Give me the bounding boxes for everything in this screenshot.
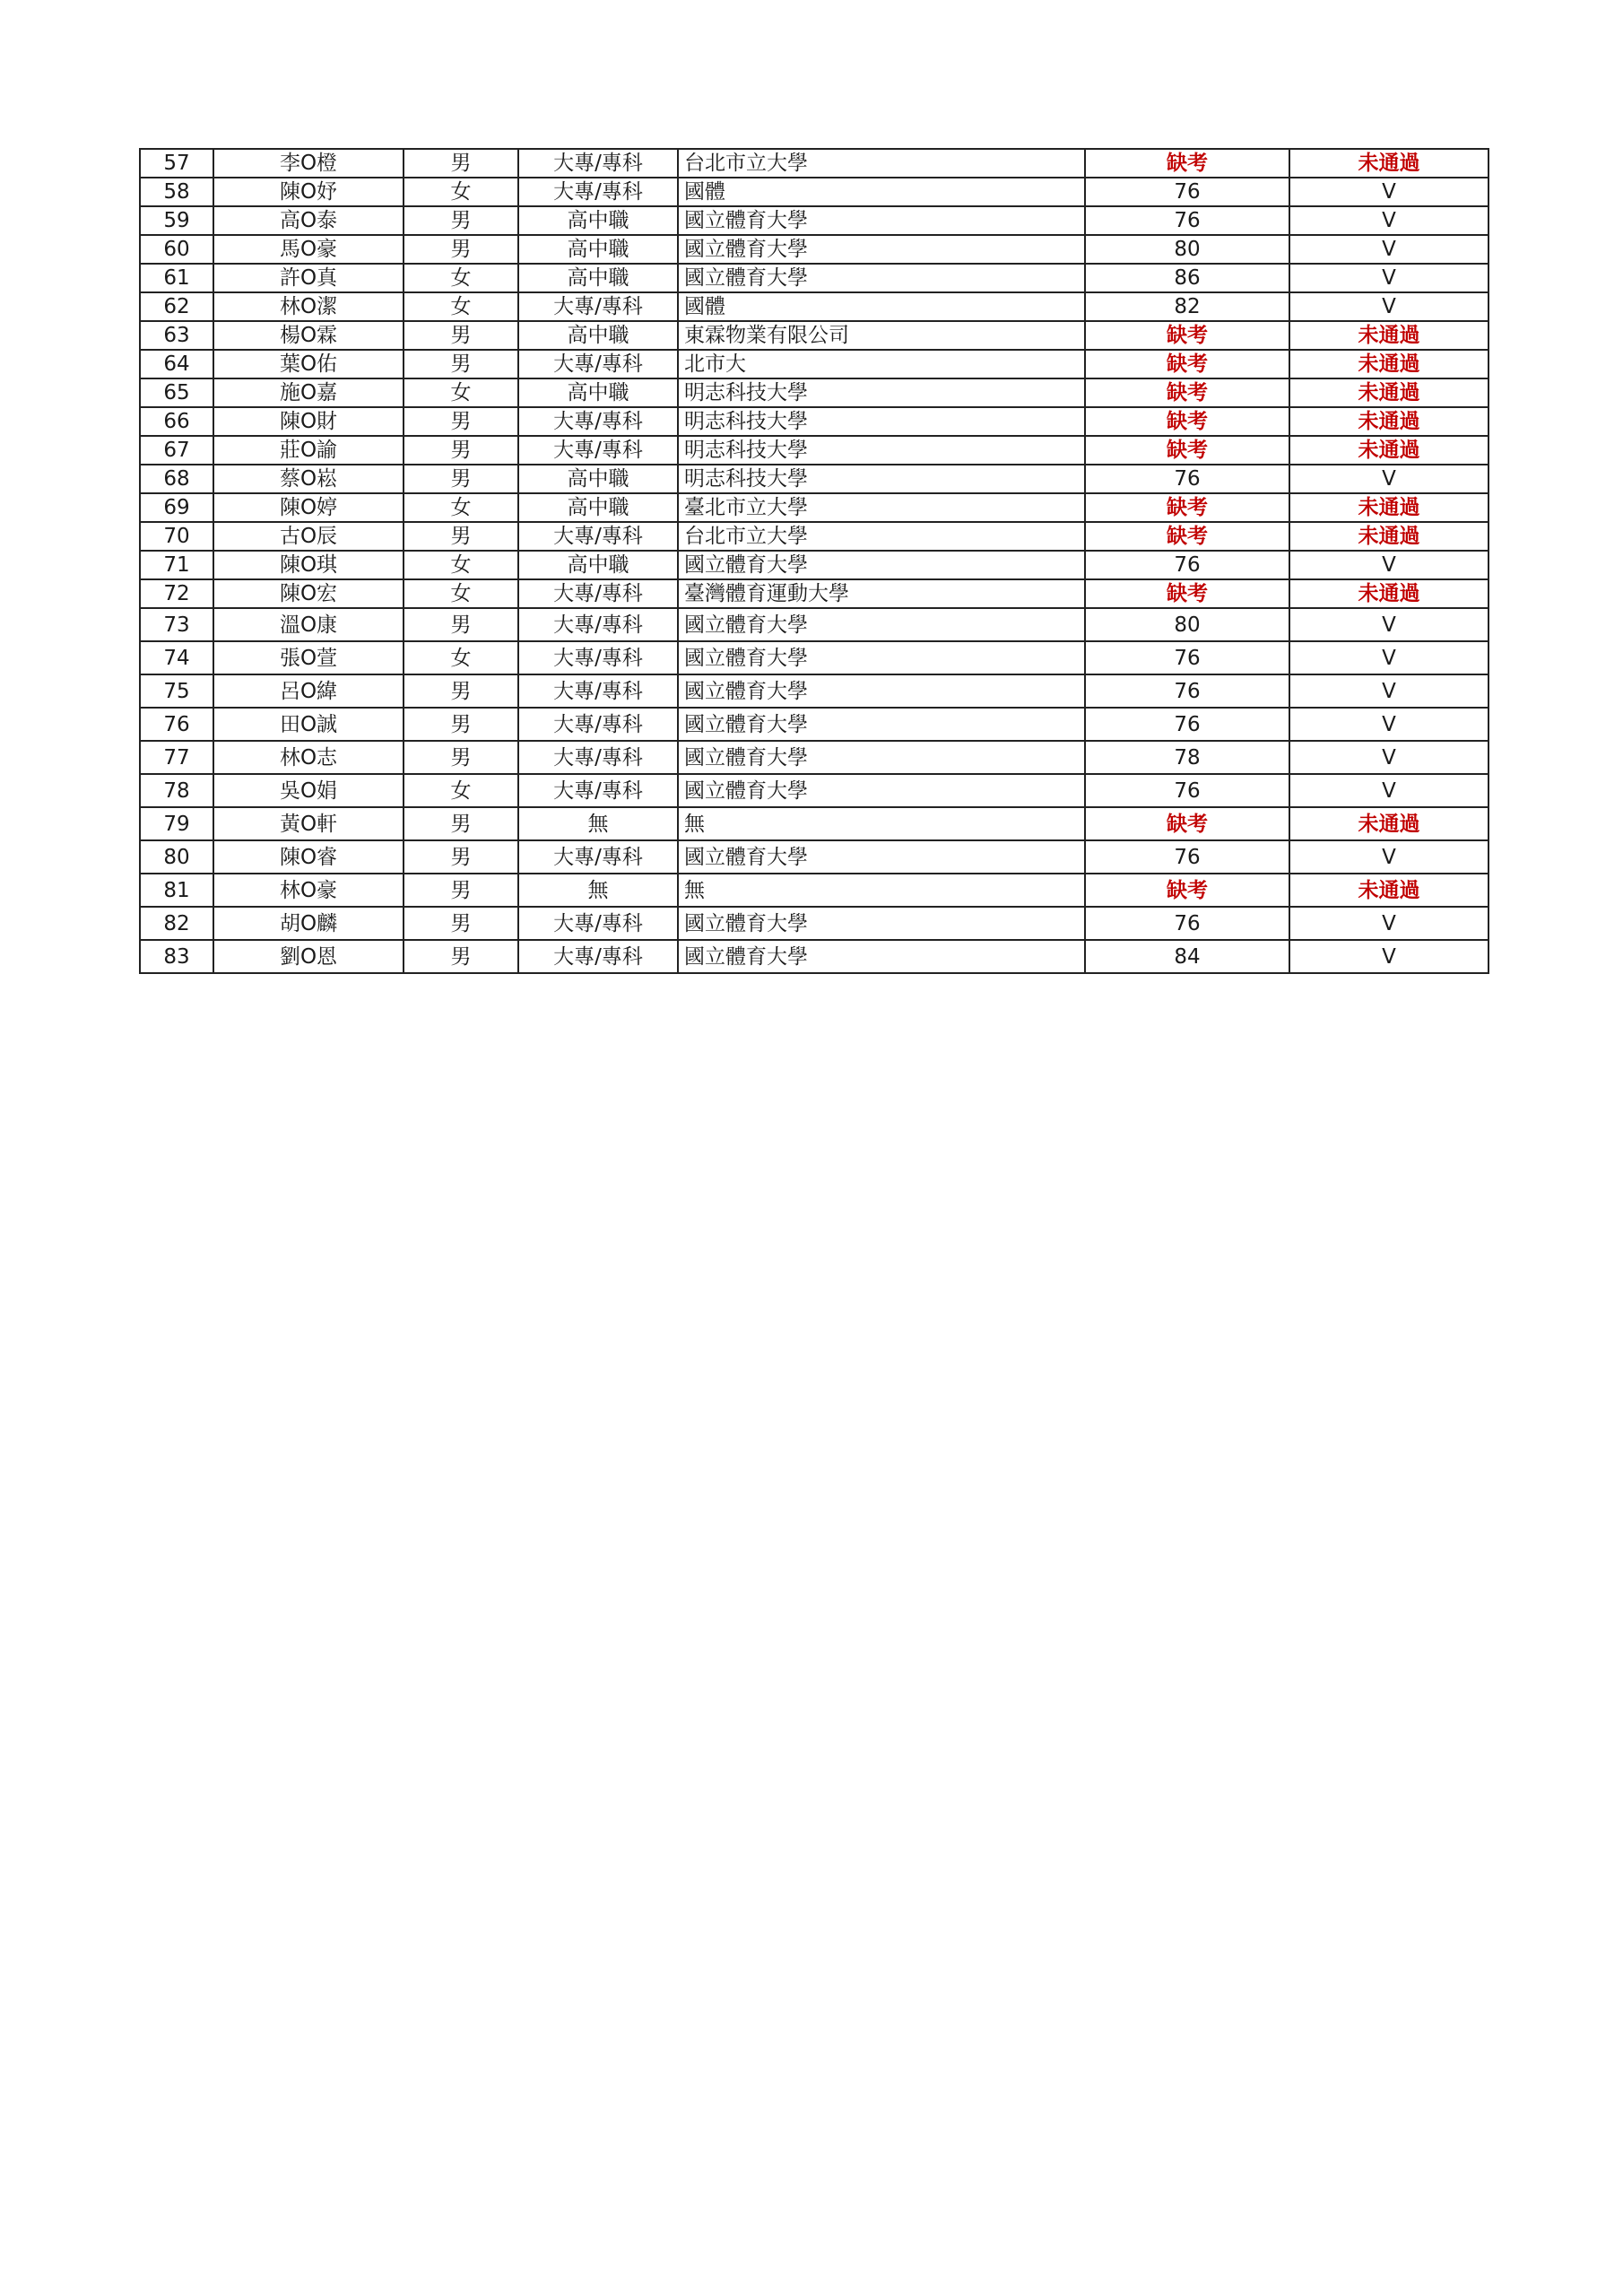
result-cell: V — [1289, 264, 1488, 292]
score-cell: 缺考 — [1085, 522, 1289, 551]
table-row — [140, 874, 1488, 907]
score-cell: 76 — [1085, 907, 1289, 940]
name-cell: 胡O麟 — [213, 907, 404, 940]
organization-cell: 國立體育大學 — [678, 551, 1085, 579]
gender-cell: 男 — [404, 149, 518, 178]
name-cell: 林O豪 — [213, 874, 404, 907]
table-row — [140, 264, 1488, 292]
organization-cell: 國立體育大學 — [678, 235, 1085, 264]
organization-cell: 台北市立大學 — [678, 522, 1085, 551]
score-cell: 缺考 — [1085, 350, 1289, 378]
organization-cell: 明志科技大學 — [678, 378, 1085, 407]
name-cell: 林O志 — [213, 741, 404, 774]
result-cell: V — [1289, 235, 1488, 264]
result-cell: 未通過 — [1289, 874, 1488, 907]
name-cell: 呂O緯 — [213, 674, 404, 708]
result-cell: V — [1289, 674, 1488, 708]
row-number-cell: 63 — [140, 321, 213, 350]
result-cell: 未通過 — [1289, 350, 1488, 378]
gender-cell: 男 — [404, 321, 518, 350]
table-row — [140, 206, 1488, 235]
table-row — [140, 774, 1488, 807]
result-cell: V — [1289, 741, 1488, 774]
table-row — [140, 940, 1488, 973]
name-cell: 葉O佑 — [213, 350, 404, 378]
row-number-cell: 62 — [140, 292, 213, 321]
gender-cell: 男 — [404, 206, 518, 235]
name-cell: 莊O諭 — [213, 436, 404, 465]
gender-cell: 男 — [404, 907, 518, 940]
name-cell: 施O嘉 — [213, 378, 404, 407]
score-cell: 82 — [1085, 292, 1289, 321]
education-cell: 大專/專科 — [518, 350, 678, 378]
row-number-cell: 80 — [140, 840, 213, 874]
gender-cell: 女 — [404, 178, 518, 206]
education-cell: 高中職 — [518, 378, 678, 407]
table-row — [140, 741, 1488, 774]
result-cell: V — [1289, 840, 1488, 874]
organization-cell: 北市大 — [678, 350, 1085, 378]
education-cell: 高中職 — [518, 465, 678, 493]
education-cell: 無 — [518, 874, 678, 907]
score-cell: 76 — [1085, 708, 1289, 741]
name-cell: 林O潔 — [213, 292, 404, 321]
organization-cell: 無 — [678, 874, 1085, 907]
organization-cell: 國立體育大學 — [678, 840, 1085, 874]
gender-cell: 男 — [404, 522, 518, 551]
gender-cell: 女 — [404, 264, 518, 292]
education-cell: 高中職 — [518, 493, 678, 522]
result-cell: 未通過 — [1289, 149, 1488, 178]
row-number-cell: 57 — [140, 149, 213, 178]
row-number-cell: 79 — [140, 807, 213, 840]
gender-cell: 男 — [404, 807, 518, 840]
education-cell: 高中職 — [518, 235, 678, 264]
education-cell: 大專/專科 — [518, 436, 678, 465]
education-cell: 大專/專科 — [518, 674, 678, 708]
gender-cell: 男 — [404, 940, 518, 973]
name-cell: 陳O財 — [213, 407, 404, 436]
score-cell: 缺考 — [1085, 149, 1289, 178]
organization-cell: 國立體育大學 — [678, 641, 1085, 674]
name-cell: 古O辰 — [213, 522, 404, 551]
education-cell: 大專/專科 — [518, 907, 678, 940]
education-cell: 大專/專科 — [518, 608, 678, 641]
row-number-cell: 67 — [140, 436, 213, 465]
education-cell: 大專/專科 — [518, 840, 678, 874]
organization-cell: 明志科技大學 — [678, 465, 1085, 493]
result-cell: V — [1289, 551, 1488, 579]
table-row — [140, 493, 1488, 522]
table-row — [140, 407, 1488, 436]
organization-cell: 國體 — [678, 178, 1085, 206]
table-row — [140, 840, 1488, 874]
score-cell: 80 — [1085, 235, 1289, 264]
result-cell: 未通過 — [1289, 807, 1488, 840]
organization-cell: 明志科技大學 — [678, 407, 1085, 436]
name-cell: 陳O宏 — [213, 579, 404, 608]
education-cell: 無 — [518, 807, 678, 840]
result-cell: 未通過 — [1289, 436, 1488, 465]
result-cell: V — [1289, 608, 1488, 641]
education-cell: 大專/專科 — [518, 407, 678, 436]
gender-cell: 男 — [404, 235, 518, 264]
organization-cell: 臺北市立大學 — [678, 493, 1085, 522]
table-row — [140, 807, 1488, 840]
roster-table — [139, 148, 1489, 974]
row-number-cell: 78 — [140, 774, 213, 807]
education-cell: 大專/專科 — [518, 178, 678, 206]
score-cell: 80 — [1085, 608, 1289, 641]
education-cell: 大專/專科 — [518, 774, 678, 807]
education-cell: 大專/專科 — [518, 741, 678, 774]
name-cell: 李O橙 — [213, 149, 404, 178]
result-cell: 未通過 — [1289, 522, 1488, 551]
organization-cell: 國立體育大學 — [678, 264, 1085, 292]
row-number-cell: 82 — [140, 907, 213, 940]
table-row — [140, 522, 1488, 551]
result-cell: V — [1289, 708, 1488, 741]
row-number-cell: 61 — [140, 264, 213, 292]
gender-cell: 男 — [404, 708, 518, 741]
score-cell: 76 — [1085, 206, 1289, 235]
name-cell: 馬O豪 — [213, 235, 404, 264]
row-number-cell: 72 — [140, 579, 213, 608]
gender-cell: 男 — [404, 674, 518, 708]
gender-cell: 男 — [404, 436, 518, 465]
row-number-cell: 60 — [140, 235, 213, 264]
gender-cell: 男 — [404, 350, 518, 378]
row-number-cell: 77 — [140, 741, 213, 774]
row-number-cell: 65 — [140, 378, 213, 407]
result-cell: 未通過 — [1289, 407, 1488, 436]
row-number-cell: 81 — [140, 874, 213, 907]
name-cell: 吳O娟 — [213, 774, 404, 807]
gender-cell: 女 — [404, 292, 518, 321]
name-cell: 蔡O崧 — [213, 465, 404, 493]
organization-cell: 臺灣體育運動大學 — [678, 579, 1085, 608]
score-cell: 76 — [1085, 465, 1289, 493]
name-cell: 劉O恩 — [213, 940, 404, 973]
row-number-cell: 64 — [140, 350, 213, 378]
score-cell: 76 — [1085, 551, 1289, 579]
education-cell: 大專/專科 — [518, 292, 678, 321]
row-number-cell: 74 — [140, 641, 213, 674]
result-cell: 未通過 — [1289, 493, 1488, 522]
name-cell: 許O真 — [213, 264, 404, 292]
gender-cell: 女 — [404, 579, 518, 608]
organization-cell: 台北市立大學 — [678, 149, 1085, 178]
row-number-cell: 68 — [140, 465, 213, 493]
score-cell: 76 — [1085, 840, 1289, 874]
education-cell: 高中職 — [518, 206, 678, 235]
organization-cell: 國立體育大學 — [678, 774, 1085, 807]
education-cell: 大專/專科 — [518, 522, 678, 551]
table-row — [140, 178, 1488, 206]
table-row — [140, 641, 1488, 674]
table-row — [140, 378, 1488, 407]
row-number-cell: 76 — [140, 708, 213, 741]
roster-body — [140, 149, 1488, 973]
organization-cell: 國立體育大學 — [678, 608, 1085, 641]
score-cell: 76 — [1085, 641, 1289, 674]
score-cell: 86 — [1085, 264, 1289, 292]
row-number-cell: 66 — [140, 407, 213, 436]
row-number-cell: 83 — [140, 940, 213, 973]
score-cell: 缺考 — [1085, 321, 1289, 350]
table-row — [140, 708, 1488, 741]
result-cell: V — [1289, 774, 1488, 807]
education-cell: 高中職 — [518, 264, 678, 292]
table-row — [140, 551, 1488, 579]
score-cell: 缺考 — [1085, 436, 1289, 465]
gender-cell: 男 — [404, 874, 518, 907]
gender-cell: 女 — [404, 493, 518, 522]
education-cell: 大專/專科 — [518, 149, 678, 178]
row-number-cell: 70 — [140, 522, 213, 551]
gender-cell: 女 — [404, 641, 518, 674]
result-cell: V — [1289, 465, 1488, 493]
organization-cell: 國立體育大學 — [678, 674, 1085, 708]
gender-cell: 男 — [404, 608, 518, 641]
score-cell: 84 — [1085, 940, 1289, 973]
name-cell: 陳O睿 — [213, 840, 404, 874]
result-cell: 未通過 — [1289, 321, 1488, 350]
gender-cell: 男 — [404, 741, 518, 774]
education-cell: 高中職 — [518, 321, 678, 350]
name-cell: 張O萱 — [213, 641, 404, 674]
score-cell: 缺考 — [1085, 874, 1289, 907]
result-cell: V — [1289, 292, 1488, 321]
organization-cell: 國立體育大學 — [678, 206, 1085, 235]
table-row — [140, 149, 1488, 178]
score-cell: 缺考 — [1085, 407, 1289, 436]
education-cell: 大專/專科 — [518, 708, 678, 741]
score-cell: 缺考 — [1085, 493, 1289, 522]
score-cell: 76 — [1085, 178, 1289, 206]
gender-cell: 女 — [404, 378, 518, 407]
gender-cell: 女 — [404, 774, 518, 807]
education-cell: 大專/專科 — [518, 940, 678, 973]
result-cell: V — [1289, 206, 1488, 235]
table-row — [140, 321, 1488, 350]
row-number-cell: 71 — [140, 551, 213, 579]
row-number-cell: 59 — [140, 206, 213, 235]
table-row — [140, 465, 1488, 493]
result-cell: V — [1289, 641, 1488, 674]
organization-cell: 國立體育大學 — [678, 708, 1085, 741]
organization-cell: 國立體育大學 — [678, 940, 1085, 973]
row-number-cell: 73 — [140, 608, 213, 641]
name-cell: 陳O琪 — [213, 551, 404, 579]
organization-cell: 無 — [678, 807, 1085, 840]
table-row — [140, 579, 1488, 608]
score-cell: 76 — [1085, 674, 1289, 708]
organization-cell: 國體 — [678, 292, 1085, 321]
table-row — [140, 235, 1488, 264]
education-cell: 大專/專科 — [518, 579, 678, 608]
organization-cell: 國立體育大學 — [678, 741, 1085, 774]
result-cell: V — [1289, 178, 1488, 206]
table-row — [140, 907, 1488, 940]
table-row — [140, 350, 1488, 378]
gender-cell: 男 — [404, 407, 518, 436]
score-cell: 缺考 — [1085, 579, 1289, 608]
name-cell: 黃O軒 — [213, 807, 404, 840]
name-cell: 田O誠 — [213, 708, 404, 741]
name-cell: 陳O妤 — [213, 178, 404, 206]
row-number-cell: 58 — [140, 178, 213, 206]
organization-cell: 明志科技大學 — [678, 436, 1085, 465]
education-cell: 大專/專科 — [518, 641, 678, 674]
table-row — [140, 674, 1488, 708]
name-cell: 溫O康 — [213, 608, 404, 641]
table-row — [140, 292, 1488, 321]
education-cell: 高中職 — [518, 551, 678, 579]
score-cell: 76 — [1085, 774, 1289, 807]
result-cell: V — [1289, 940, 1488, 973]
row-number-cell: 75 — [140, 674, 213, 708]
name-cell: 高O泰 — [213, 206, 404, 235]
score-cell: 78 — [1085, 741, 1289, 774]
result-cell: 未通過 — [1289, 378, 1488, 407]
table-row — [140, 608, 1488, 641]
result-cell: 未通過 — [1289, 579, 1488, 608]
gender-cell: 男 — [404, 465, 518, 493]
gender-cell: 女 — [404, 551, 518, 579]
organization-cell: 東霖物業有限公司 — [678, 321, 1085, 350]
gender-cell: 男 — [404, 840, 518, 874]
score-cell: 缺考 — [1085, 378, 1289, 407]
organization-cell: 國立體育大學 — [678, 907, 1085, 940]
table-row — [140, 436, 1488, 465]
row-number-cell: 69 — [140, 493, 213, 522]
name-cell: 陳O婷 — [213, 493, 404, 522]
score-cell: 缺考 — [1085, 807, 1289, 840]
name-cell: 楊O霖 — [213, 321, 404, 350]
result-cell: V — [1289, 907, 1488, 940]
